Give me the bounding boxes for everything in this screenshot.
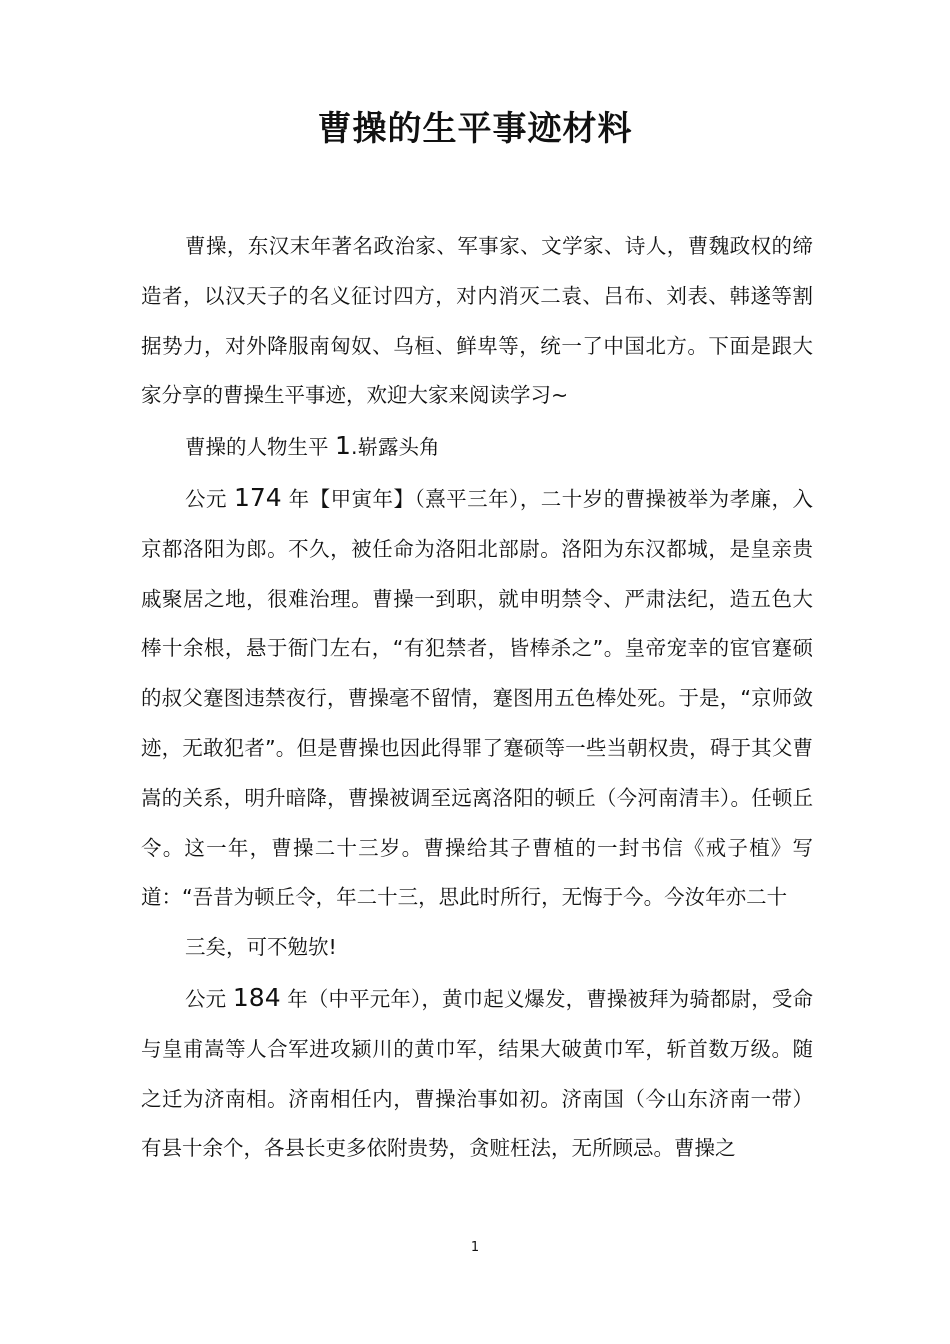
text-segment: 公元	[185, 986, 233, 1011]
paragraph-continuation: 三矣，可不勉欤!	[185, 935, 337, 960]
document-body	[141, 222, 813, 1174]
paragraph-174	[141, 473, 813, 923]
text-segment: .崭露头角	[350, 435, 440, 460]
text-segment: 曹操的人物生平	[185, 435, 336, 460]
paragraph-intro: 曹操，东汉末年著名政治家、军事家、文学家、诗人，曹魏政权的缔造者，以汉天子的名义征讨四方，对内消灭二袁、吕布、刘表、韩遂等割据势力，对外降服南匈奴、乌桓、鲜卑等，统一了中国北方。下面是跟大家分享的曹操生平事迹，欢迎大家来阅读学习~	[141, 234, 813, 408]
paragraph-184	[141, 973, 813, 1174]
text-segment: 公元	[185, 486, 234, 511]
text-segment: 年（中平元年），黄巾起义爆发，曹操被拜为骑都尉，受命与皇甫嵩等人合军进攻颍川的黄巾军，结果大破黄巾军，斩首数万级。随之迁为济南相。济南相任内，曹操治事如初。济南国（今山东济南一带）有县十余个，各县长吏多依附贵势，贪赃枉法，无所顾忌。曹操之	[141, 986, 813, 1161]
paragraph-section-heading	[141, 421, 813, 473]
number-segment: 174	[233, 482, 282, 512]
number-segment: 1	[335, 431, 351, 461]
number-segment: 184	[232, 982, 281, 1012]
document-title: 曹操的生平事迹材料	[317, 109, 633, 149]
text-segment: 年【甲寅年】（熹平三年），二十岁的曹操被举为孝廉，入京都洛阳为郎。不久，被任命为洛阳北部尉。洛阳为东汉都城，是皇亲贵戚聚居之地，很难治理。曹操一到职，就申明禁令、严肃法纪，造五色大棒十余根，悬于衙门左右，“有犯禁者，皆棒杀之”。皇帝宠幸的宦官蹇硕的叔父蹇图违禁夜行，曹操毫不留情，蹇图用五色棒处死。于是，“京师敛迹，无敢犯者”。但是曹操也因此得罪了蹇硕等一些当朝权贵，碍于其父曹嵩的关系，明升暗降，曹操被调至远离洛阳的顿丘（今河南清丰）。任顿丘令。这一年，曹操二十三岁。曹操给其子曹植的一封书信《戒子植》写道：“吾昔为顿丘令，年二十三，思此时所行，无悔于今。今汝年亦二十	[141, 486, 813, 910]
page-number: 1	[470, 1240, 480, 1255]
